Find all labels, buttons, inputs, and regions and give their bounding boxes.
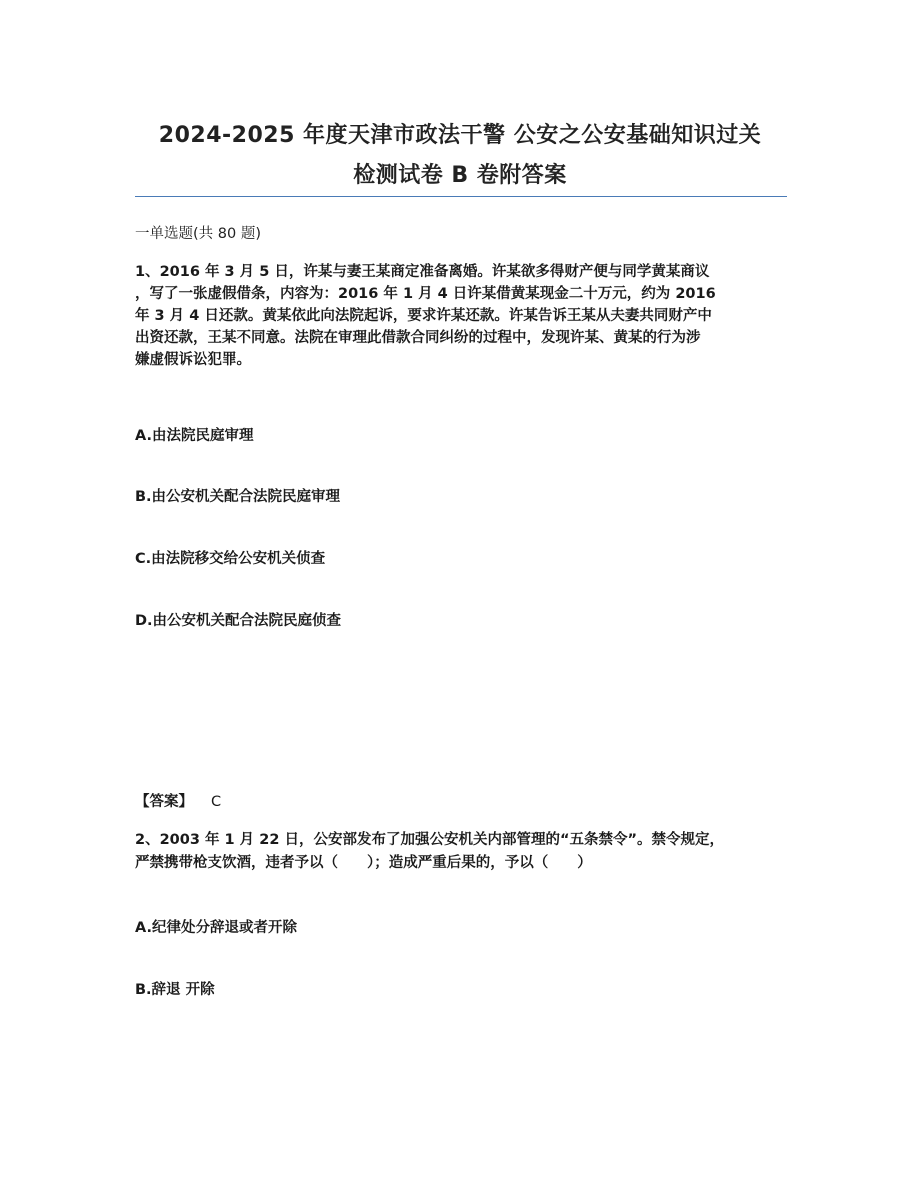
question-2-line: 2、2003 年 1 月 22 日，公安部发布了加强公安机关内部管理的“五条禁令”。禁令规定， <box>135 832 725 848</box>
question-2-line: 严禁携带枪支饮酒，违者予以（ ）；造成严重后果的，予以（ ） <box>135 855 592 871</box>
question-1-line: 出资还款，王某不同意。法院在审理此借款合同纠纷的过程中，发现许某、黄某的行为涉 <box>135 330 701 346</box>
question-1-option-b: B.由公安机关配合法院民庭审理 <box>135 489 341 505</box>
question-1-answer <box>135 790 221 811</box>
question-1-line: 年 3 月 4 日还款。黄某依此向法院起诉，要求许某还款。许某告诉王某从夫妻共同财产中 <box>135 308 712 324</box>
document-title-line-2: 检测试卷 B 卷附答案 <box>353 163 567 188</box>
question-2-option-b: B.辞退 开除 <box>135 982 215 998</box>
question-1-line: 1、2016 年 3 月 5 日，许某与妻王某商定准备离婚。许某欲多得财产便与同学黄某商议 <box>135 264 710 280</box>
question-1-line: 嫌虚假诉讼犯罪。 <box>135 352 251 368</box>
question-2-option-a: A.纪律处分辞退或者开除 <box>135 920 297 936</box>
document-title-line-1: 2024-2025 年度天津市政法干警 公安之公安基础知识过关 <box>158 123 762 148</box>
title-divider <box>135 196 787 197</box>
answer-value: C <box>211 794 222 810</box>
section-heading: 一单选题(共 80 题) <box>135 226 261 242</box>
question-1-option-c: C.由法院移交给公安机关侦查 <box>135 551 326 567</box>
answer-label: 【答案】 <box>135 794 193 810</box>
question-1-text <box>135 261 790 371</box>
question-1-option-d: D.由公安机关配合法院民庭侦查 <box>135 613 342 629</box>
question-1-option-a: A.由法院民庭审理 <box>135 428 254 444</box>
question-1-line: ，写了一张虚假借条，内容为：2016 年 1 月 4 日许某借黄某现金二十万元，约为 2016 <box>135 286 716 302</box>
question-2-text <box>135 829 790 875</box>
